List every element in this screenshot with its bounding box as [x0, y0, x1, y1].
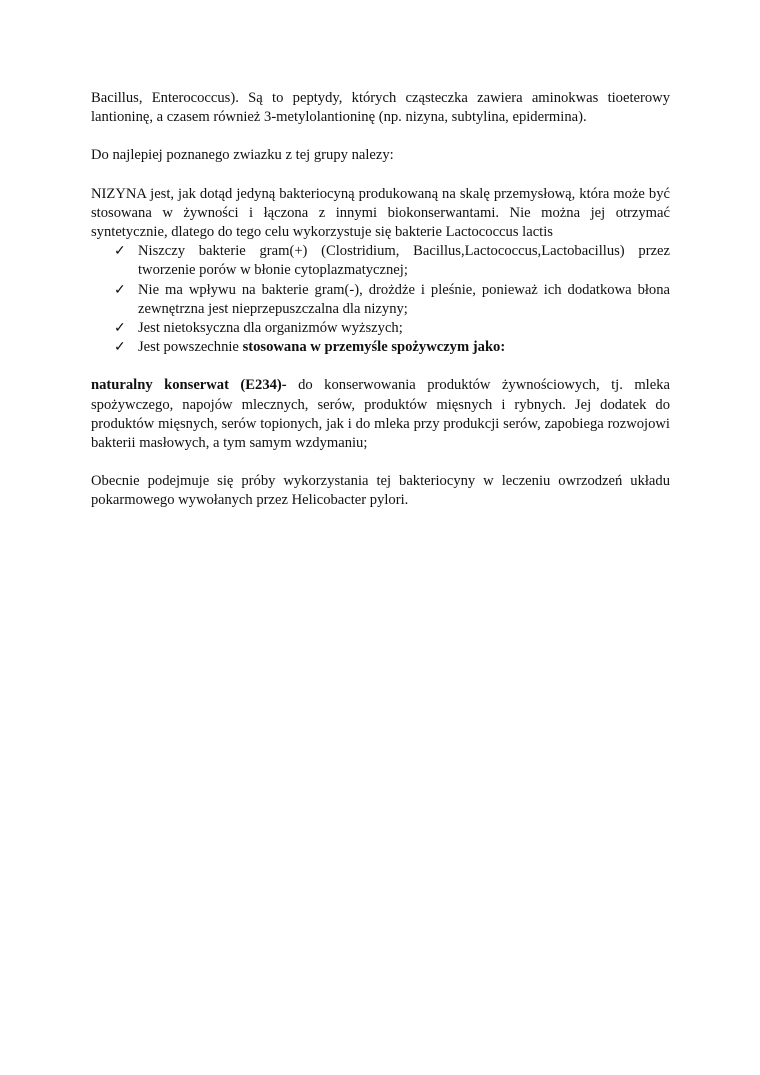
paragraph-intro: Do najlepiej poznanego zwiazku z tej grupy nalezy:: [91, 147, 394, 164]
list-item: [114, 319, 670, 338]
check-mark-icon: ✓: [114, 321, 126, 337]
paragraph-bacteriocin-peptides: Bacillus, Enterococcus). Są to peptydy, których cząsteczka zawiera aminokwas tioeterowy lantioninę, a czasem również 3-metylolantioninę (np. nizyna, subtylina, epidermina).: [91, 90, 670, 126]
list-item: [114, 242, 670, 280]
paragraph-text: do konserwowania produktów żywnościowych, tj. mleka spożywczego, napojów mlecznych, serów, produktów mięsnych i rybnych. Jej dodatek do produktów mięsnych, serów topionych, jak i do mleka przy produkcji serów, zapobiega rozwojowi bakterii masłowych, a tym samym wzdymaniu;: [91, 377, 670, 452]
paragraph-helicobacter: Obecnie podejmuje się próby wykorzystania tej bakteriocyny w leczeniu owrzodzeń układu pokarmowego wywołanych przez Helicobacter pylori.: [91, 473, 670, 509]
paragraph-spacer: [91, 166, 670, 185]
nizyna-properties-list: [91, 242, 670, 357]
paragraph-spacer: [91, 357, 670, 376]
check-mark-icon: ✓: [114, 340, 126, 356]
list-item-text: Niszczy bakterie gram(+) (Clostridium, Bacillus,Lactococcus,Lactobacillus) przez tworzenie porów w błonie cytoplazmatycznej;: [138, 243, 670, 279]
list-item: [114, 281, 670, 319]
list-item-text: Jest powszechnie: [138, 339, 243, 356]
paragraph-nizyna: NIZYNA jest, jak dotąd jedyną bakteriocyną produkowaną na skalę przemysłową, która może być stosowana w żywności i łączona z innymi biokonserwantami. Nie można jej otrzymać syntetycznie, dlatego do tego celu wykorzystuje się bakterie Lactococcus lactis: [91, 185, 670, 241]
paragraph-bold-lead: naturalny konserwat (E234)-: [91, 377, 287, 394]
list-item: [114, 338, 670, 357]
check-mark-icon: ✓: [114, 282, 126, 298]
list-item-text: Jest nietoksyczna dla organizmów wyższych;: [138, 320, 403, 337]
paragraph-spacer: [91, 127, 670, 146]
list-item-bold-text: stosowana w przemyśle spożywczym jako:: [242, 339, 506, 356]
paragraph-natural-preservative: [91, 376, 670, 453]
paragraph-spacer: [91, 453, 670, 472]
list-item-text: Nie ma wpływu na bakterie gram(-), drożdże i pleśnie, ponieważ ich dodatkowa błona zewnętrzna jest nieprzepuszczalna dla nizyny;: [138, 281, 670, 317]
check-mark-icon: ✓: [114, 244, 126, 260]
document-body: [91, 89, 670, 511]
